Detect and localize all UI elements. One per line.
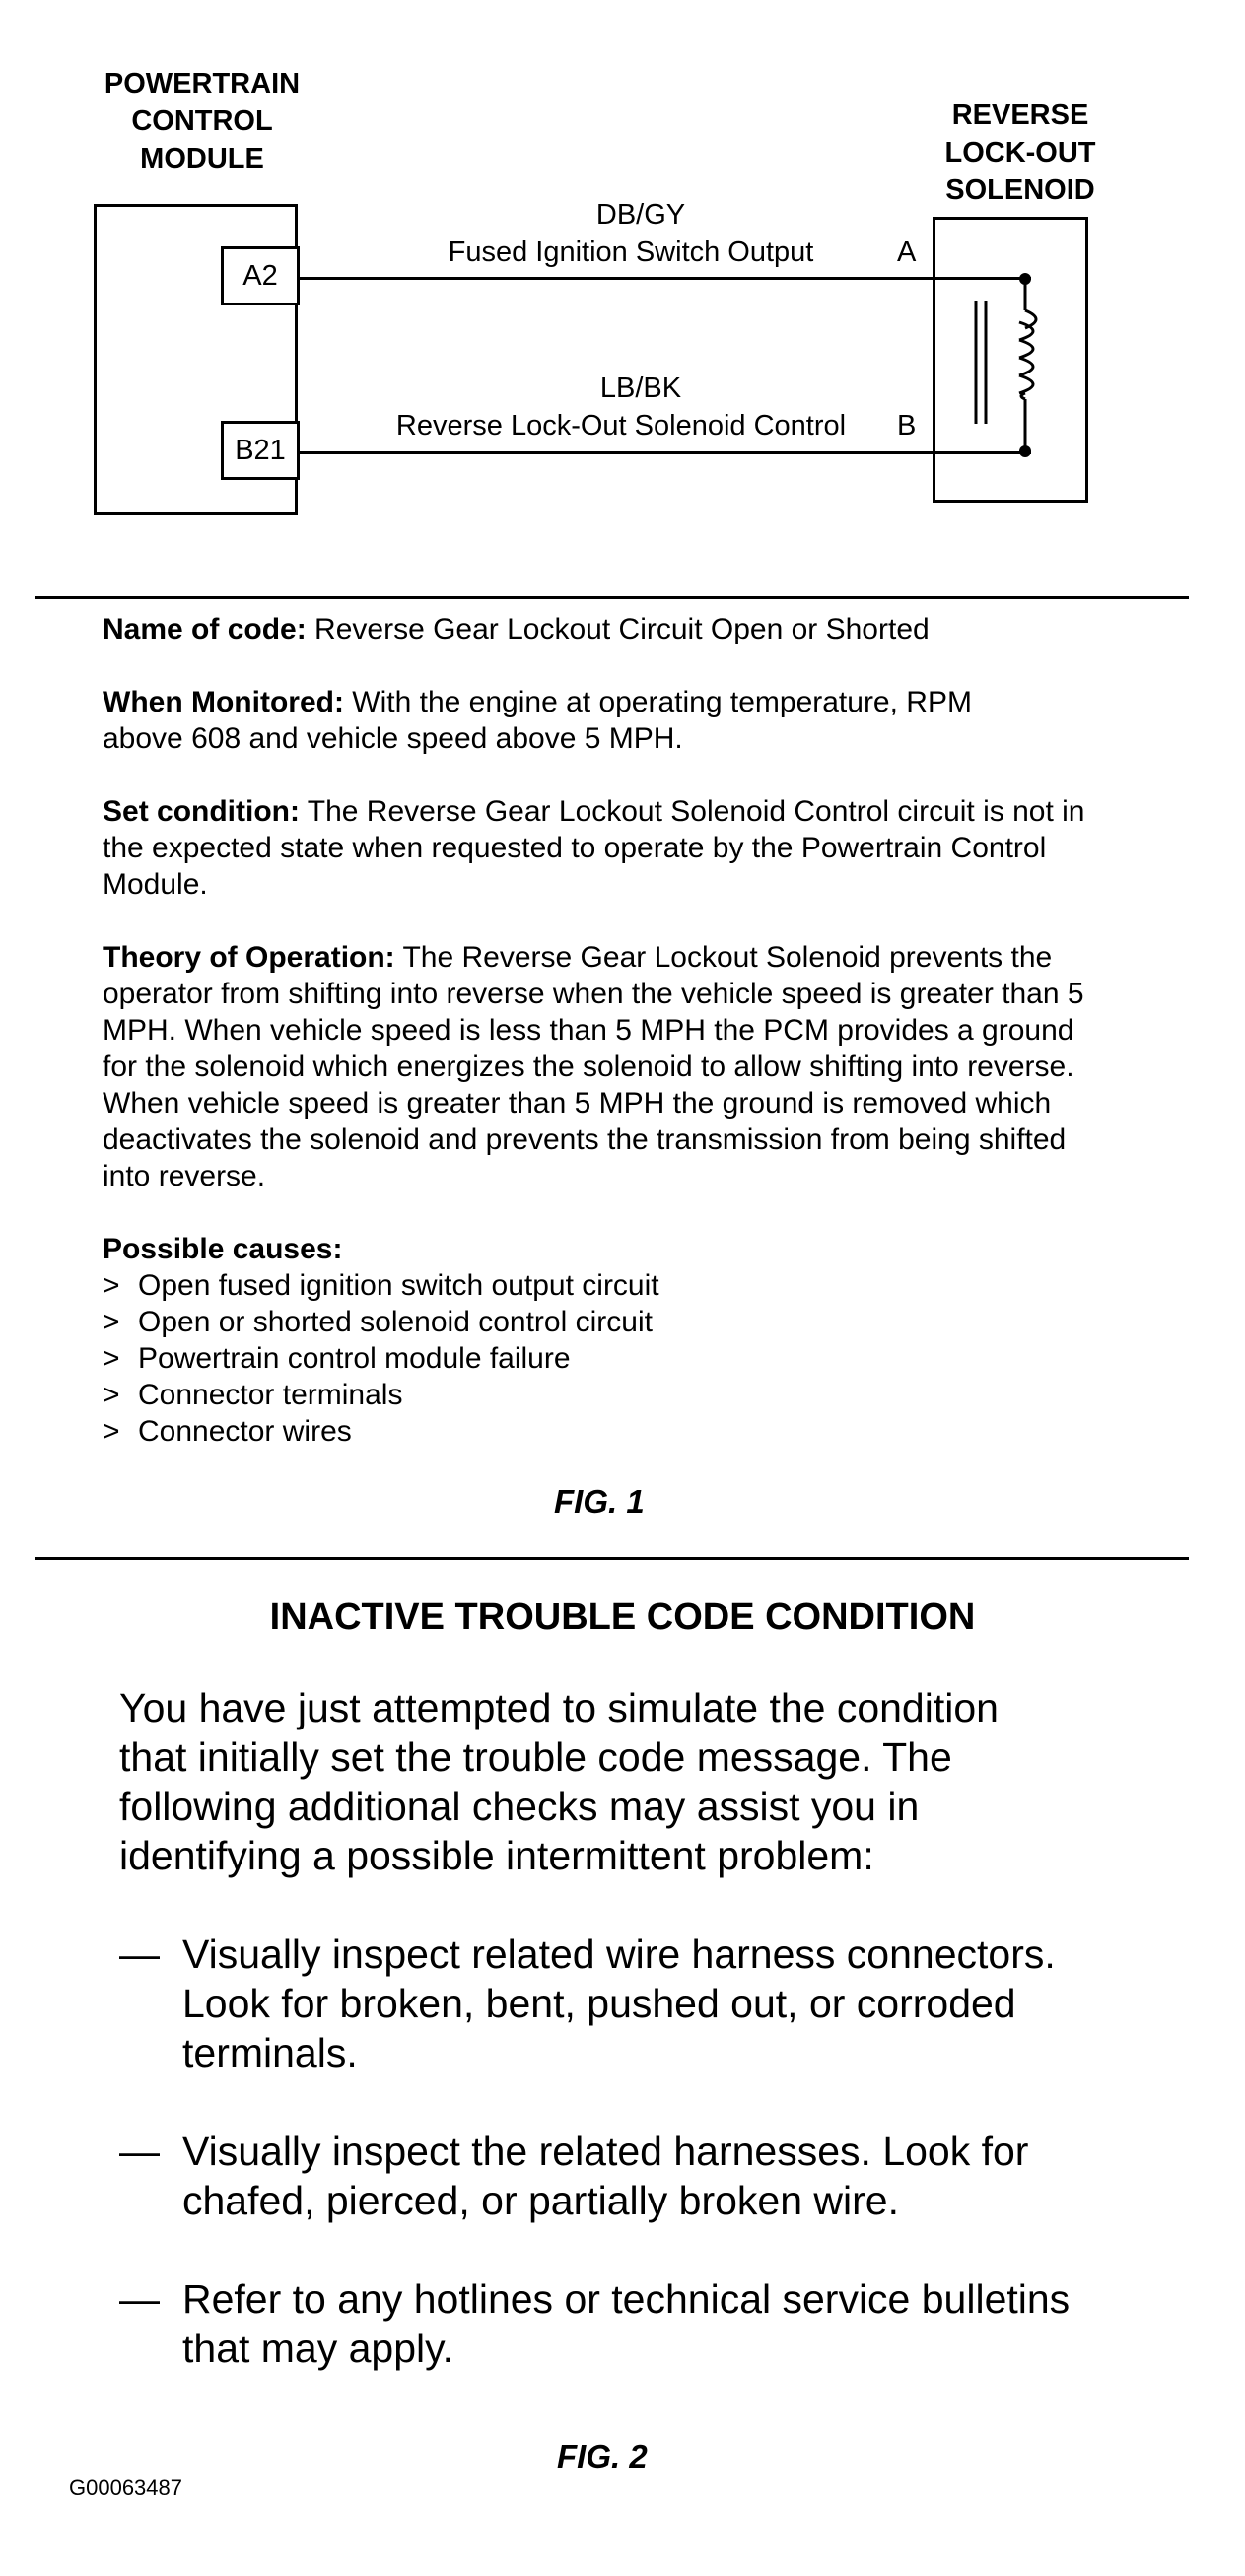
theory-of-operation: Theory of Operation: The Reverse Gear Lockout Solenoid prevents the operator from shifting into reverse when the vehicle speed is greater than 5 MPH. When vehicle speed is less than 5 MPH the PCM provides a ground for the solenoid which energizes the solenoid to allow shifting into reverse. When vehicle speed is greater than 5 MPH the ground is removed which deactivates the solenoid and prevents the transmission from being shifted into reverse. <box>103 941 1084 1192</box>
possible-causes-label: Possible causes: <box>103 1233 343 1265</box>
set-condition: Set condition: The Reverse Gear Lockout Solenoid Control circuit is not in the expected state when requested to operate by the Powertrain Control Module. <box>103 795 1085 901</box>
wire1-color: DB/GY <box>595 199 686 231</box>
when-monitored: When Monitored: With the engine at operating temperature, RPM above 608 and vehicle speed above 5 MPH. <box>103 686 972 755</box>
list-item: > Open or shorted solenoid control circuit <box>103 1306 653 1338</box>
list-item: > Connector wires <box>103 1415 352 1448</box>
list-item: > Connector terminals <box>103 1379 403 1411</box>
list-item: > Open fused ignition switch output circuit <box>103 1269 659 1302</box>
wire1-name: Fused Ignition Switch Output <box>448 237 814 268</box>
divider-top <box>35 596 1189 599</box>
fig-2-caption: FIG. 2 <box>557 2438 648 2474</box>
pcm-label: POWERTRAIN CONTROL MODULE <box>104 68 301 174</box>
wire2-terminal: B <box>897 410 917 441</box>
inactive-title: INACTIVE TROUBLE CODE CONDITION <box>269 1596 976 1638</box>
wire-b <box>300 451 1031 454</box>
name-of-code: Name of code: Reverse Gear Lockout Circuit Open or Shorted <box>103 613 930 645</box>
wire2-name: Reverse Lock-Out Solenoid Control <box>395 410 847 441</box>
solenoid-coil-icon <box>966 261 1055 473</box>
possible-causes-list <box>103 1267 1167 1450</box>
list-item: > Powertrain control module failure <box>103 1342 571 1375</box>
wire1-terminal: A <box>897 237 917 268</box>
divider-bottom <box>35 1557 1189 1560</box>
wire2-color: LB/BK <box>599 373 682 404</box>
check-item: — Refer to any hotlines or technical service bulletins that may apply. <box>119 2276 1071 2371</box>
pin-b21: B21 <box>221 421 300 480</box>
pin-a2: A2 <box>221 246 300 305</box>
inactive-section <box>119 1683 1105 2373</box>
check-item: — Visually inspect the related harnesses. Look for chafed, pierced, or partially broken wire. <box>119 2129 1029 2223</box>
solenoid-label: REVERSE LOCK-OUT SOLENOID <box>944 100 1096 206</box>
check-item: — Visually inspect related wire harness connectors. Look for broken, bent, pushed out, or corroded terminals. <box>119 1932 1056 2075</box>
figure-id: G00063487 <box>69 2475 182 2500</box>
inactive-intro: You have just attempted to simulate the condition that initially set the trouble code message. The following additional checks may assist you in identifying a possible intermittent problem: <box>119 1685 999 1878</box>
fig-1-caption: FIG. 1 <box>554 1483 645 1520</box>
code-info-section <box>103 611 1167 1450</box>
wire-a <box>300 277 1031 280</box>
